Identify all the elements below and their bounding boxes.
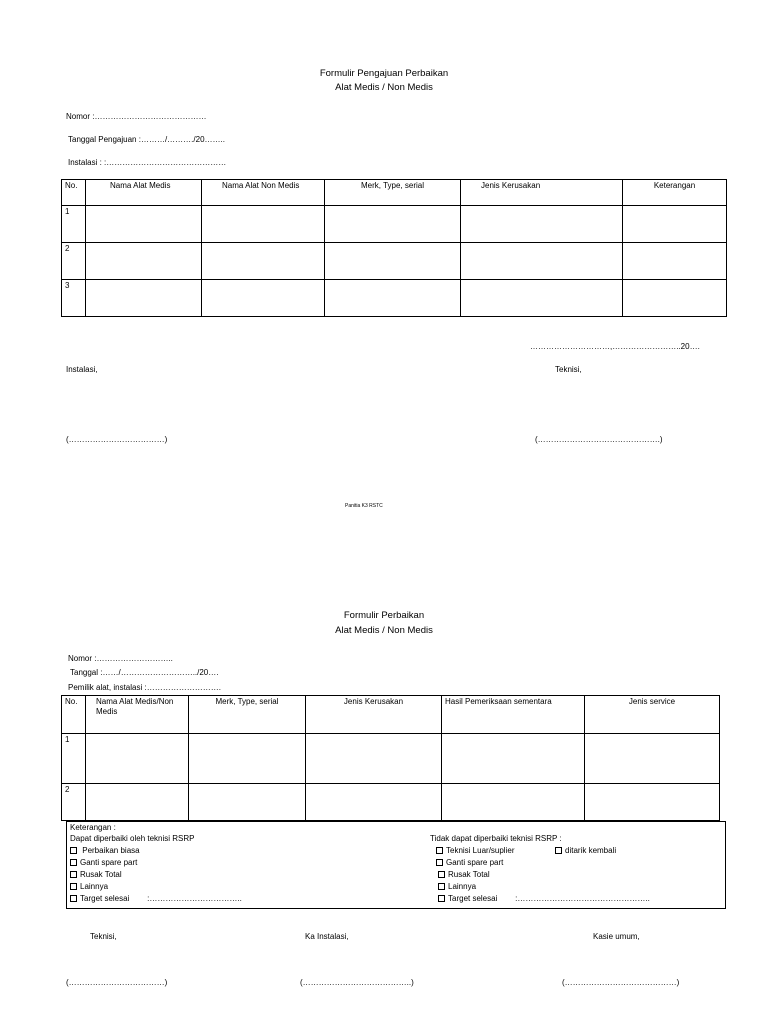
right-option: Target selesai :………………………………………….. <box>438 894 650 903</box>
table-row <box>62 243 727 280</box>
header-merk: Merk, Type, serial <box>325 180 461 206</box>
row-number: 2 <box>62 243 86 280</box>
form1-nomor: Nomor :…………………………………… <box>66 112 207 121</box>
header-keterangan: Keterangan <box>623 180 727 206</box>
left-option: Rusak Total <box>70 870 122 879</box>
header-no: No. <box>62 696 86 734</box>
right-option: Rusak Total <box>438 870 490 879</box>
form2-pemilik: Pemilik alat, instalasi :………………………. <box>68 683 221 692</box>
checkbox-icon <box>436 847 443 854</box>
header-no: No. <box>62 180 86 206</box>
form1-subtitle: Alat Medis / Non Medis <box>335 82 433 93</box>
form2-tanggal: Tanggal :……/………………………../20…. <box>70 668 219 677</box>
left-option: Ganti spare part <box>70 858 137 867</box>
header-jenis-kerusakan: Jenis Kerusakan <box>461 180 623 206</box>
header-nama-alat: Nama Alat Medis/Non Medis <box>86 696 189 734</box>
sign-label-ka-instalasi: Ka Instalasi, <box>305 932 349 941</box>
header-merk: Merk, Type, serial <box>189 696 306 734</box>
sign-label-kasie-umum: Kasie umum, <box>593 932 640 941</box>
table-row <box>62 206 727 243</box>
form2-subtitle: Alat Medis / Non Medis <box>335 625 433 636</box>
right-option: Lainnya <box>438 882 476 891</box>
form1-footer: Panitia K3 RSTC <box>345 503 383 509</box>
right-option: Ganti spare part <box>436 858 503 867</box>
header-jenis-service: Jenis service <box>585 696 720 734</box>
header-jenis-kerusakan: Jenis Kerusakan <box>306 696 442 734</box>
table-row <box>62 784 720 821</box>
sign-line-teknisi: (………………………………) <box>66 978 168 987</box>
checkbox-icon <box>70 895 77 902</box>
keterangan-label: Keterangan : <box>70 823 116 832</box>
checkbox-icon <box>70 871 77 878</box>
checkbox-icon <box>438 895 445 902</box>
table-row <box>62 280 727 317</box>
checkbox-icon <box>438 883 445 890</box>
sign-line-ka-instalasi: (…………………………………..) <box>300 978 414 987</box>
header-nama-alat-medis: Nama Alat Medis <box>86 180 202 206</box>
checkbox-icon <box>438 871 445 878</box>
checkbox-icon <box>70 859 77 866</box>
form2-table <box>61 695 720 821</box>
sign-line-kasie-umum: (……………………………………) <box>562 978 680 987</box>
form1-sign-left-label: Instalasi, <box>66 365 98 374</box>
form1-instalasi: Instalasi : :……………………………………… <box>68 158 227 167</box>
right-option: ditarik kembali <box>555 846 616 855</box>
header-nama-alat-non-medis: Nama Alat Non Medis <box>202 180 325 206</box>
right-heading: Tidak dapat diperbaiki teknisi RSRP : <box>430 834 562 843</box>
form1-title: Formulir Pengajuan Perbaikan <box>319 68 449 79</box>
header-hasil-pemeriksaan: Hasil Pemeriksaan sementara <box>442 696 585 734</box>
left-option: Perbaikan biasa <box>70 846 140 855</box>
form1-date-line: …………………………,……………………..20…. <box>530 342 700 351</box>
form2-title: Formulir Perbaikan <box>343 610 425 621</box>
row-number: 2 <box>62 784 86 821</box>
row-number: 1 <box>62 206 86 243</box>
left-option: Target selesai :…………………………….. <box>70 894 242 903</box>
row-number: 3 <box>62 280 86 317</box>
row-number: 1 <box>62 734 86 784</box>
checkbox-icon <box>436 859 443 866</box>
checkbox-icon <box>555 847 562 854</box>
form1-tanggal: Tanggal Pengajuan :………/………./20…….. <box>68 135 225 144</box>
left-heading: Dapat diperbaiki oleh teknisi RSRP <box>70 834 195 843</box>
form1-sign-right-line: (……………………………………….) <box>535 435 663 444</box>
form1-table <box>61 179 727 317</box>
checkbox-icon <box>70 847 77 854</box>
right-option: Teknisi Luar/suplier <box>436 846 514 855</box>
table-row <box>62 734 720 784</box>
sign-label-teknisi: Teknisi, <box>90 932 117 941</box>
form1-sign-right-label: Teknisi, <box>555 365 582 374</box>
form1-sign-left-line: (………………………………) <box>66 435 168 444</box>
form2-nomor: Nomor :……………………….. <box>68 654 173 663</box>
left-option: Lainnya <box>70 882 108 891</box>
checkbox-icon <box>70 883 77 890</box>
